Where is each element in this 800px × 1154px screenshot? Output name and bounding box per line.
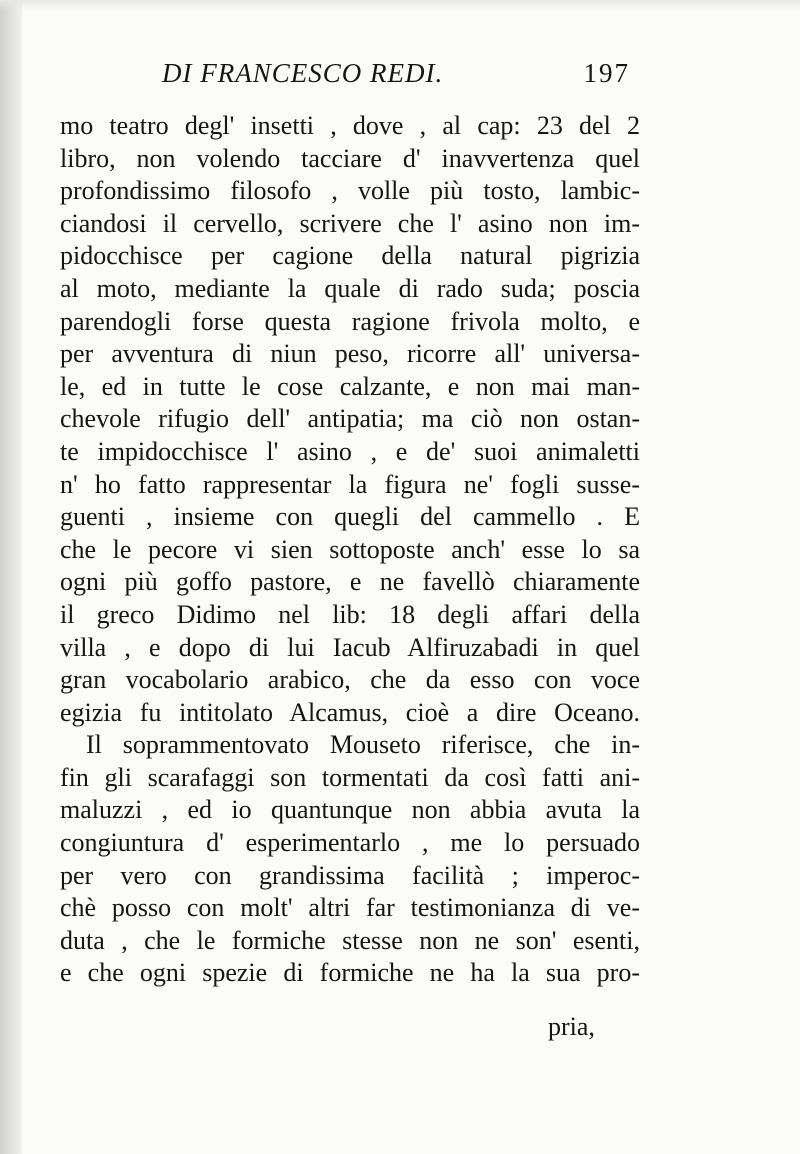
text-line: guenti , insieme con quegli del cammello . E bbox=[60, 502, 640, 532]
text-line: che le pecore vi sien sottoposte anch' esse lo sa bbox=[60, 534, 640, 564]
text-line: ciandosi il cervello, scrivere che l' asino non im- bbox=[60, 208, 640, 238]
text-line: le, ed in tutte le cose calzante, e non mai man- bbox=[60, 371, 640, 401]
text-line: e che ogni spezie di formiche ne ha la sua pro- bbox=[60, 958, 640, 988]
text-line: villa , e dopo di lui Iacub Alfiruzabadi in quel bbox=[60, 632, 640, 662]
paragraph-start-line: Il soprammentovato Mouseto riferisce, che in- bbox=[86, 730, 640, 760]
text-line: fin gli scarafaggi son tormentati da così fatti ani- bbox=[60, 762, 640, 792]
text-line: chè posso con molt' altri far testimonianza di ve- bbox=[60, 893, 640, 923]
page-top-shadow bbox=[0, 0, 800, 10]
text-line: chevole rifugio dell' antipatia; ma ciò non ostan- bbox=[60, 404, 640, 434]
text-line: congiuntura d' esperimentarlo , me lo persuado bbox=[60, 828, 640, 858]
text-line: mo teatro degl' insetti , dove , al cap: 23 del 2 bbox=[60, 111, 640, 140]
text-line: te impidocchisce l' asino , e de' suoi animaletti bbox=[60, 436, 640, 466]
text-line: al moto, mediante la quale di rado suda; poscia bbox=[60, 273, 640, 303]
text-line: per vero con grandissima facilità ; imperoc- bbox=[60, 860, 640, 890]
page-number: 197 bbox=[583, 58, 630, 88]
text-line: pidocchisce per cagione della natural pigrizia bbox=[60, 241, 640, 271]
text-line: il greco Didimo nel lib: 18 degli affari della bbox=[60, 599, 640, 629]
text-line: ogni più goffo pastore, e ne favellò chiaramente bbox=[60, 567, 640, 597]
text-line: gran vocabolario arabico, che da esso con voce bbox=[60, 665, 640, 695]
catchword: pria, bbox=[548, 1012, 595, 1041]
text-line: profondissimo filosofo , volle più tosto, lambic- bbox=[60, 176, 640, 206]
text-line: per avventura di niun peso, ricorre all' universa- bbox=[60, 339, 640, 369]
text-line: maluzzi , ed io quantunque non abbia avuta la bbox=[60, 795, 640, 825]
text-line: parendogli forse questa ragione frivola molto, e bbox=[60, 306, 640, 336]
text-line: duta , che le formiche stesse non ne son' esenti, bbox=[60, 925, 640, 955]
page-gutter-shadow bbox=[0, 0, 22, 1154]
text-line: libro, non volendo tacciare d' inavvertenza quel bbox=[60, 143, 640, 173]
body-text bbox=[60, 110, 640, 990]
text-line: n' ho fatto rappresentar la figura ne' fogli susse- bbox=[60, 469, 640, 499]
text-line: egizia fu intitolato Alcamus, cioè a dire Oceano. bbox=[60, 697, 640, 727]
page-header bbox=[60, 58, 630, 98]
running-title: DI FRANCESCO REDI. bbox=[162, 58, 444, 88]
